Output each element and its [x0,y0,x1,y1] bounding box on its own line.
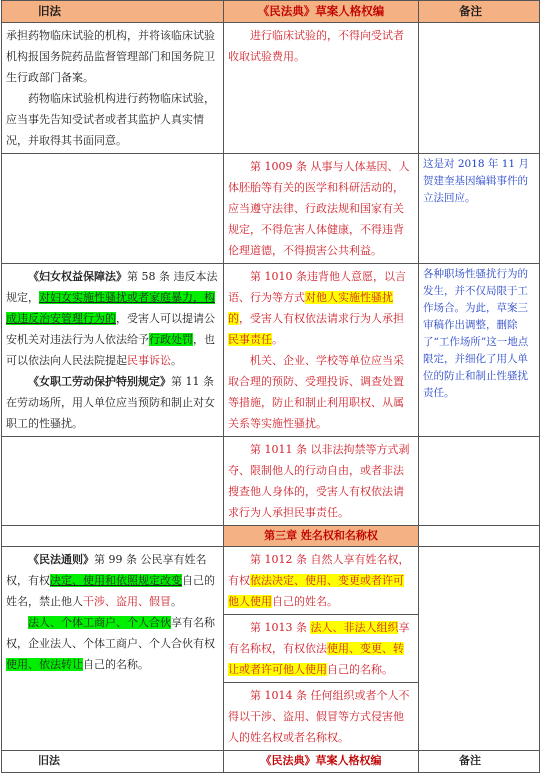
table-row [2,437,540,526]
highlight-span: 行政处罚 [149,333,193,346]
chapter-title: 第三章 姓名权和名称权 [224,526,419,547]
old-law-paragraph [6,549,219,612]
note-cell [419,23,540,154]
red-span: 干涉、盗用、假冒 [83,595,171,608]
law-title: 《女职工劳动保护特别规定》 [28,375,171,388]
draft-paragraph [228,617,414,680]
footer-notes: 备注 [419,751,540,773]
highlight-span: 法人、非法人组织 [310,621,399,634]
highlight-span: 法人、个体工商户、个人合伙 [28,616,171,629]
note-text: 这是对 2018 年 11 月贺建奎基因编辑事件的立法回应。 [423,158,529,204]
text-span: 享有名称权，企业法人、个体工商户、个人合伙有权 [6,616,215,650]
table-footer-row [2,751,540,773]
draft-cell [224,437,419,526]
draft-paragraph: 第 1009 条 从事与人体基因、人体胚胎等有关的医学和科研活动的，应当遵守法律、行政法规和国家有关规定，不得危害人体健康，不得违背伦理道德，不得损害公共利益。 [228,160,410,257]
old-law-paragraph: 承担药物临床试验的机构，并将该临床试验机构报国务院药品监督管理部门和国务院卫生行政部门备案。 [6,29,215,84]
text-span: 第 58 条 违反本法规定， [6,270,218,304]
law-title: 《民法通则》 [28,553,94,566]
text-span: 第 1013 条 [250,621,311,634]
header-draft-code: 《民法典》草案人格权编 [224,1,419,23]
draft-article-block [224,547,418,615]
table-row [2,547,540,751]
highlight-span: 对他人实施性骚扰的 [228,291,393,325]
old-law-paragraph: 药物临床试验机构进行药物临床试验，应当事先告知受试者或者其监护人真实情况，并取得其书面同意。 [6,92,215,147]
text-span: 自己的姓名。 [272,595,338,608]
red-span: 民事诉讼 [127,354,171,367]
highlight-span: 使用、变更、转让或者许可他人使用 [228,642,404,676]
footer-old-law: 旧法 [2,751,224,773]
highlight-span: 依法决定、使用、变更或者许可他人使用 [228,574,404,608]
text-span: 第 1010 条违背他人意愿，以言语、行为等方式 [228,270,406,304]
old-law-paragraph [6,371,219,434]
highlight-span: 使用、依法转让 [6,658,83,671]
note-text: 各种职场性骚扰行为的发生，并不仅局限于工作场合。为此，草案三审稿作出调整，删除了“工作场所”这一地点限定，并细化了用人单位的防止和制止性骚扰责任。 [423,268,529,399]
text-span: 。 [171,595,182,608]
header-old-law: 旧法 [2,1,224,23]
text-span: 自己的名称。 [83,658,149,671]
text-span: 第 1012 条 自然人享有姓名权，有权 [228,553,410,587]
note-cell [419,437,540,526]
text-span: ，也可以依法向人民法院提起 [6,333,215,367]
table-header-row [2,1,540,23]
text-span: 第 99 条 公民享有姓名权，有权 [6,553,207,587]
draft-cell [224,547,419,751]
text-span: 。 [171,354,182,367]
draft-cell [224,154,419,264]
law-title: 《妇女权益保障法》 [28,270,127,283]
highlight-span: 对妇女实施性骚扰或者家庭暴力，构成违反治安管理行为的 [6,291,215,325]
old-law-paragraph [6,266,219,371]
text-span: 第 11 条 在劳动场所，用人单位应当预防和制止对女职工的性骚扰。 [6,375,215,430]
draft-paragraph [228,549,414,612]
comparison-table [1,0,540,773]
chapter-empty-cell [419,526,540,547]
footer-draft-code: 《民法典》草案人格权编 [224,751,419,773]
text-span: 自己的名称。 [327,663,393,676]
highlight-span: 决定、使用和依照规定改变 [50,574,182,587]
draft-cell [224,23,419,154]
text-span: ，受害人可以提请公安机关对违法行为人依法给予 [6,312,215,346]
draft-article-block [224,683,418,750]
old-law-cell [2,437,224,526]
draft-cell [224,264,419,437]
old-law-cell [2,154,224,264]
table-row [2,23,540,154]
table-row [2,154,540,264]
draft-article-block [224,615,418,683]
header-notes: 备注 [419,1,540,23]
text-span: ，受害人有权依法请求行为人承担 [239,312,404,325]
chapter-row [2,526,540,547]
text-span: 。 [272,333,283,346]
table-row [2,264,540,437]
draft-paragraph: 第 1014 条 任何组织或者个人不得以干涉、盗用、假冒等方式侵害他人的姓名权或者名称权。 [228,689,410,744]
note-cell [419,154,540,264]
draft-paragraph: 进行临床试验的，不得向受试者收取试验费用。 [228,29,404,63]
draft-paragraph: 第 1011 条 以非法拘禁等方式剥夺、限制他人的行动自由，或者非法搜查他人身体的，受害人有权依法请求行为人承担民事责任。 [228,443,410,519]
highlight-span: 民事责任 [228,333,272,346]
old-law-cell [2,23,224,154]
draft-paragraph [228,266,414,350]
text-span: 自己的姓名，禁止他人 [6,574,215,608]
note-cell [419,547,540,751]
draft-paragraph: 机关、企业、学校等单位应当采取合理的预防、受理投诉、调查处置等措施，防止和制止利用职权、从属关系等实施性骚扰。 [228,354,404,430]
old-law-cell [2,264,224,437]
old-law-paragraph [6,612,219,675]
text-span: 享有名称权，有权依法 [228,621,410,655]
chapter-empty-cell [2,526,224,547]
note-cell [419,264,540,437]
old-law-cell [2,547,224,751]
